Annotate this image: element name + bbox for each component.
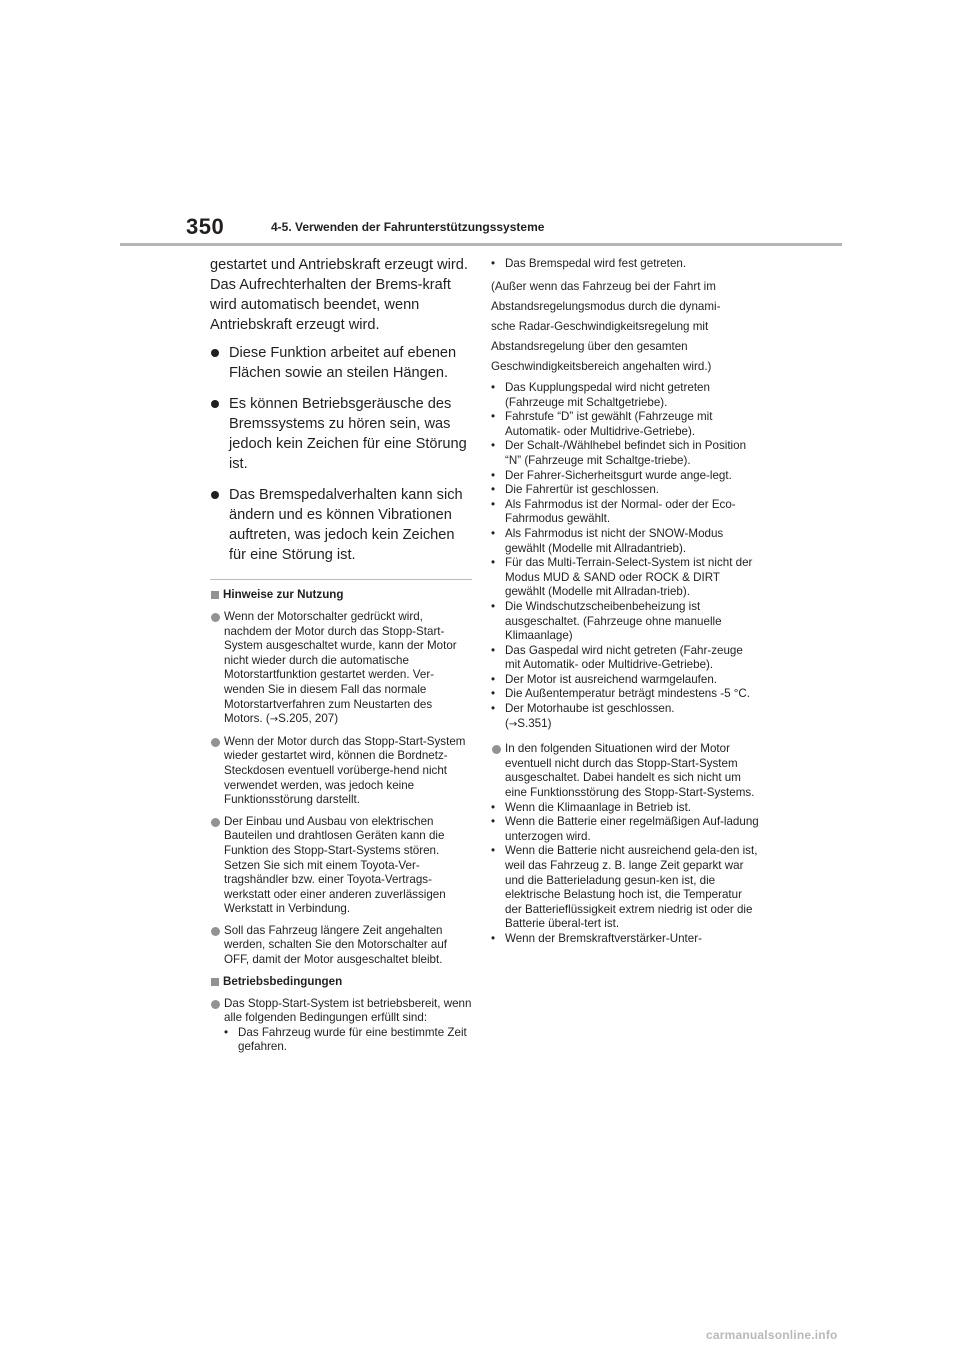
dot-mark: • xyxy=(491,672,496,686)
paragraph-line: sche Radar-Geschwindigkeitsregelung mit xyxy=(491,320,709,333)
bullet-text: Diese Funktion arbeitet auf ebenen Flächen sowie an steilen Hängen. xyxy=(229,345,457,381)
item-text: Das Gaspedal wird nicht getreten (Fahr-zeuge mit Automatik- oder Multidrive-Getriebe). xyxy=(505,643,743,672)
page-reference: S.351) xyxy=(517,716,552,730)
list-item xyxy=(224,1026,472,1055)
item-text: Als Fahrmodus ist nicht der SNOW-Modus gewählt (Modelle mit Allradantrieb). xyxy=(505,526,724,555)
list-item xyxy=(491,815,761,844)
list-item xyxy=(491,644,761,673)
intro-paragraph: gestartet und Antriebskraft erzeugt wird. Das Aufrechterhalten der Brems-kraft wird automatisch beendet, wenn Antriebskraft erzeugt wird. xyxy=(210,257,468,333)
list-item xyxy=(491,483,761,498)
heading-text: Hinweise zur Nutzung xyxy=(223,588,344,601)
dot-mark: • xyxy=(491,439,496,453)
note-item xyxy=(210,610,472,728)
section-heading-usage xyxy=(210,588,472,602)
note-text: Wenn der Motor durch das Stopp-Start-System wieder gestartet wird, können die Bordnetz-Steckdosen eventuell vorüberge-hend nicht verwendet werden, was jedoch keine Funktionsstörung darstellt. xyxy=(224,734,466,807)
dot-mark: • xyxy=(491,483,496,497)
list-item xyxy=(491,381,761,410)
circle-bullet-icon xyxy=(211,818,220,827)
bullet-text: Das Bremspedalverhalten kann sich ändern und es können Vibrationen auftreten, was jedoch kein Zeichen für eine Störung ist. xyxy=(229,487,463,563)
circle-bullet-icon xyxy=(211,738,220,747)
note-item xyxy=(210,924,472,968)
item-text: Wenn die Klimaanlage in Betrieb ist. xyxy=(505,800,692,814)
dot-mark: • xyxy=(491,844,496,858)
section-title: 4-5. Verwenden der Fahrunterstützungssysteme xyxy=(271,220,545,234)
note-text xyxy=(224,610,472,728)
watermark: carmanualsonline.info xyxy=(706,1328,838,1342)
condition-list xyxy=(491,255,761,273)
left-column xyxy=(210,255,472,1062)
list-item xyxy=(491,801,761,816)
item-text: Für das Multi-Terrain-Select-System ist nicht der Modus MUD & SAND oder ROCK & DIRT gewählt (Modelle mit Allradan-trieb). xyxy=(505,556,753,599)
dot-mark: • xyxy=(491,599,496,613)
dot-mark: • xyxy=(491,381,496,394)
list-item xyxy=(491,673,761,688)
item-text: Die Außentemperatur beträgt mindestens -5 °C. xyxy=(505,687,751,701)
item-text: Wenn der Bremskraftverstärker-Unter- xyxy=(505,931,702,945)
list-item: • Der Motorhaube ist geschlossen. (→S.351) xyxy=(491,702,675,730)
item-text: Der Motorhaube ist geschlossen. xyxy=(505,702,675,716)
item-text: Das Bremspedal wird fest getreten. xyxy=(505,257,687,270)
note-text: Der Einbau und Ausbau von elektrischen Bauteilen und drahtlosen Geräten kann die Funktion des Stopp-Start-Systems stören. Setzen Sie sich mit einem Toyota-Ver-tragshändler bzw. einer Toyota-Vertrags-werkstatt oder einer anderen zuverlässigen Werkstatt in Verbindung. xyxy=(224,814,446,916)
heading-text: Betriebsbedingungen xyxy=(223,974,343,988)
dot-mark: • xyxy=(491,800,496,814)
square-icon xyxy=(211,978,219,986)
bullet-text: Es können Betriebsgeräusche des Bremssystems zu hören sein, was jedoch kein Zeichen für eine Störung ist. xyxy=(229,396,467,472)
dot-mark: • xyxy=(491,687,496,701)
square-icon xyxy=(211,591,219,599)
dot-mark: • xyxy=(491,468,496,482)
list-item xyxy=(210,485,472,565)
section-heading-conditions xyxy=(210,975,472,989)
bullet-icon xyxy=(211,491,219,499)
item-text: Der Fahrer-Sicherheitsgurt wurde ange-legt. xyxy=(505,468,732,482)
page-number: 350 xyxy=(186,214,225,239)
situation-list xyxy=(491,801,761,947)
circle-bullet-icon xyxy=(211,613,220,622)
note-item xyxy=(210,735,472,808)
bullet-icon xyxy=(211,349,219,357)
condition-list xyxy=(224,1026,472,1055)
dot-mark: • xyxy=(224,1025,229,1039)
item-text: Wenn die Batterie nicht ausreichend gela-den ist, weil das Fahrzeug z. B. lange Zeit geparkt war und die Batterieladung gesun-ken ist, die elektrische Belastung hoch ist, die Temperatur der Batterieflüssigkeit extrem niedrig ist oder die Batterie überal-tert ist. xyxy=(505,844,758,931)
note-body: Wenn der Motorschalter gedrückt wird, nachdem der Motor durch das Stopp-Start-System ausgeschaltet wurde, kann der Motor nicht wieder durch die automatische Motorstartfunktion gestartet werden. Ver-wenden Sie in diesem Fall das normale Motorstartverfahren zum Neustarten des Motors. ( xyxy=(224,610,457,726)
circle-bullet-icon xyxy=(211,1000,220,1009)
list-item xyxy=(491,410,761,439)
dot-mark: • xyxy=(491,931,496,945)
dot-mark: • xyxy=(491,257,496,270)
dot-mark: • xyxy=(491,702,496,716)
arrow-icon: → xyxy=(269,714,279,726)
item-text: Das Fahrzeug wurde für eine bestimmte Zeit gefahren. xyxy=(238,1025,467,1054)
list-item xyxy=(491,556,761,600)
section-divider xyxy=(210,579,472,580)
dot-mark: • xyxy=(491,815,496,829)
list-item xyxy=(210,343,472,383)
note-item xyxy=(491,742,761,946)
page-reference: S.205, 207) xyxy=(278,712,339,726)
note-item xyxy=(210,997,472,1055)
list-item xyxy=(491,600,761,644)
item-text: Das Kupplungspedal wird nicht getreten (Fahrzeuge mit Schaltgetriebe). xyxy=(505,381,710,409)
dot-mark: • xyxy=(491,410,496,424)
condition-list xyxy=(491,381,761,732)
dot-mark: • xyxy=(491,526,496,540)
list-item xyxy=(491,844,761,932)
bullet-icon xyxy=(211,400,219,408)
note-text: Das Stopp-Start-System ist betriebsbereit, wenn alle folgenden Bedingungen erfüllt sind: xyxy=(224,996,472,1025)
paragraph-line: Geschwindigkeitsbereich angehalten wird.) xyxy=(491,360,712,373)
header-rule xyxy=(120,243,842,246)
right-column xyxy=(491,255,761,954)
note-text: In den folgenden Situationen wird der Motor eventuell nicht durch das Stopp-Start-System ausgeschaltet. Dabei handelt es sich nicht um eine Funktionsstörung des Stopp-Start-Systems. xyxy=(505,742,755,800)
item-text: Der Motor ist ausreichend warmgelaufen. xyxy=(505,672,718,686)
list-item xyxy=(491,932,761,947)
list-item xyxy=(491,498,761,527)
item-text: Fahrstufe “D” ist gewählt (Fahrzeuge mit Automatik- oder Multidrive-Getriebe). xyxy=(505,410,713,438)
dot-mark: • xyxy=(491,643,496,657)
paragraph-line: (Außer wenn das Fahrzeug bei der Fahrt im xyxy=(491,280,716,293)
circle-bullet-icon xyxy=(211,927,220,936)
note-text: Soll das Fahrzeug längere Zeit angehalten werden, schalten Sie den Motorschalter auf OFF, damit der Motor ausgeschaltet bleibt. xyxy=(224,923,447,967)
item-text: Die Windschutzscheibenbeheizung ist ausgeschaltet. (Fahrzeuge ohne manuelle Klimaanlage) xyxy=(505,599,722,643)
item-text: Die Fahrertür ist geschlossen. xyxy=(505,483,660,497)
list-item xyxy=(491,469,761,484)
list-item xyxy=(491,527,761,556)
list-item xyxy=(210,394,472,474)
item-text: Der Schalt-/Wählhebel befindet sich in Position “N” (Fahrzeuge mit Schaltge-triebe). xyxy=(505,439,747,467)
item-text: Als Fahrmodus ist der Normal- oder der Eco-Fahrmodus gewählt. xyxy=(505,497,736,526)
circle-bullet-icon xyxy=(492,745,501,754)
bullet-list xyxy=(210,343,472,565)
list-item xyxy=(491,687,761,702)
list-item xyxy=(491,255,761,273)
note-item xyxy=(210,815,472,917)
item-text: Wenn die Batterie einer regelmäßigen Auf-ladung unterzogen wird. xyxy=(505,815,759,843)
dot-mark: • xyxy=(491,556,496,570)
list-item xyxy=(491,439,761,468)
paragraph-line: Abstandsregelung über den gesamten xyxy=(491,340,688,353)
arrow-icon: → xyxy=(508,718,518,730)
paragraph-line: Abstandsregelungsmodus durch die dynami- xyxy=(491,300,721,313)
dot-mark: • xyxy=(491,497,496,511)
